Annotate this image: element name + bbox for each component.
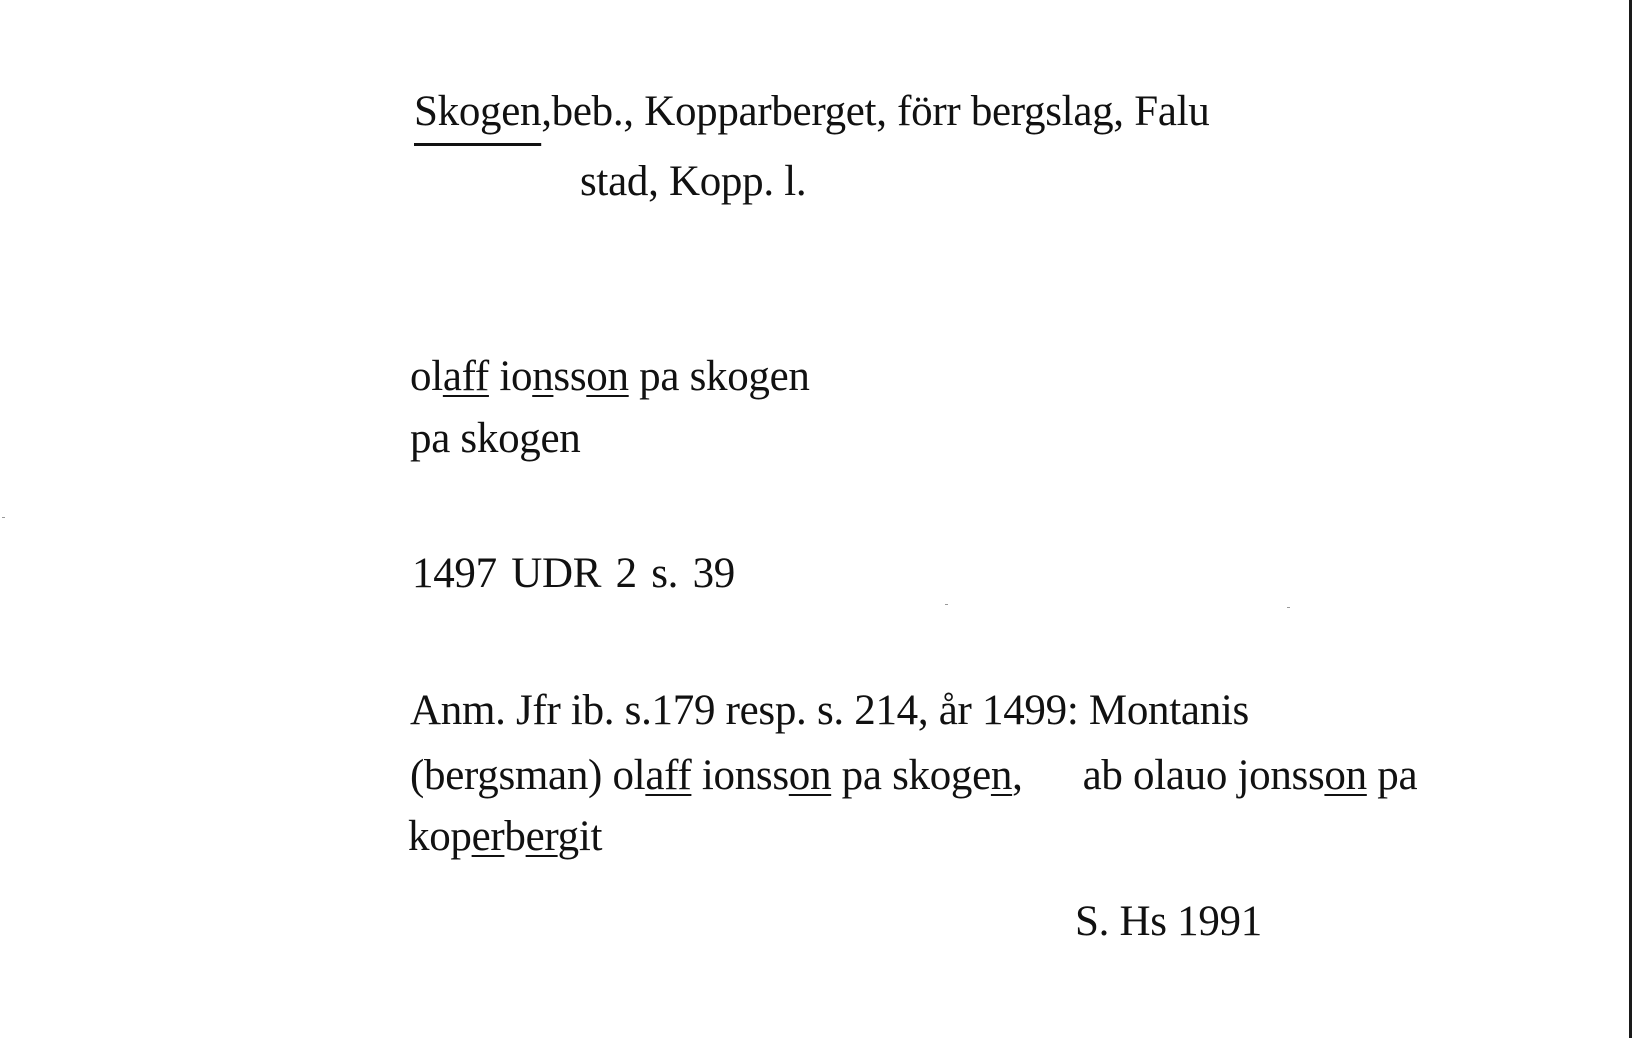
scan-speck xyxy=(945,604,948,605)
form-text: ol xyxy=(410,353,443,400)
card-heading xyxy=(414,90,1209,133)
card-right-edge xyxy=(1629,0,1632,1038)
expanded-abbreviation: er xyxy=(525,813,558,860)
note-text: pa skoge xyxy=(831,752,991,799)
form-text: pa skogen xyxy=(628,353,810,400)
scan-speck xyxy=(2,517,5,518)
note-text: , xyxy=(1012,752,1023,799)
scan-speck xyxy=(1287,607,1290,608)
expanded-abbreviation: er xyxy=(471,813,505,860)
expanded-abbreviation: n xyxy=(990,752,1013,799)
heading-description: ,beb., Kopparberget, förr bergslag, Falu xyxy=(541,88,1210,135)
form-line-1 xyxy=(410,355,810,398)
form-text: io xyxy=(488,353,533,400)
expanded-abbreviation: aff xyxy=(442,353,489,400)
note-text: kop xyxy=(408,813,472,860)
heading-place-name: Skogen xyxy=(414,88,542,135)
note-text: b xyxy=(504,813,526,860)
note-line-2 xyxy=(410,754,1417,797)
signature: S. Hs 1991 xyxy=(1075,898,1262,945)
note-text: ionss xyxy=(691,752,789,799)
expanded-abbreviation: aff xyxy=(645,752,692,799)
note-text: git xyxy=(557,813,603,860)
note-text: ab olauo jonss xyxy=(1082,752,1325,799)
note-line-3 xyxy=(408,815,602,858)
expanded-abbreviation: n xyxy=(532,353,554,400)
form-line-2: pa skogen xyxy=(410,415,581,462)
note-text: (bergsman) ol xyxy=(410,752,646,799)
form-text: ss xyxy=(553,353,587,400)
expanded-abbreviation: on xyxy=(586,353,629,400)
expanded-abbreviation: on xyxy=(788,752,832,799)
note-text: pa xyxy=(1366,752,1418,799)
heading-continuation: stad, Kopp. l. xyxy=(580,158,807,205)
expanded-abbreviation: on xyxy=(1324,752,1367,799)
source-reference: 1497 UDR 2 s. 39 xyxy=(412,550,735,597)
note-line-1: Anm. Jfr ib. s.179 resp. s. 214, år 1499: Montanis xyxy=(410,687,1249,734)
